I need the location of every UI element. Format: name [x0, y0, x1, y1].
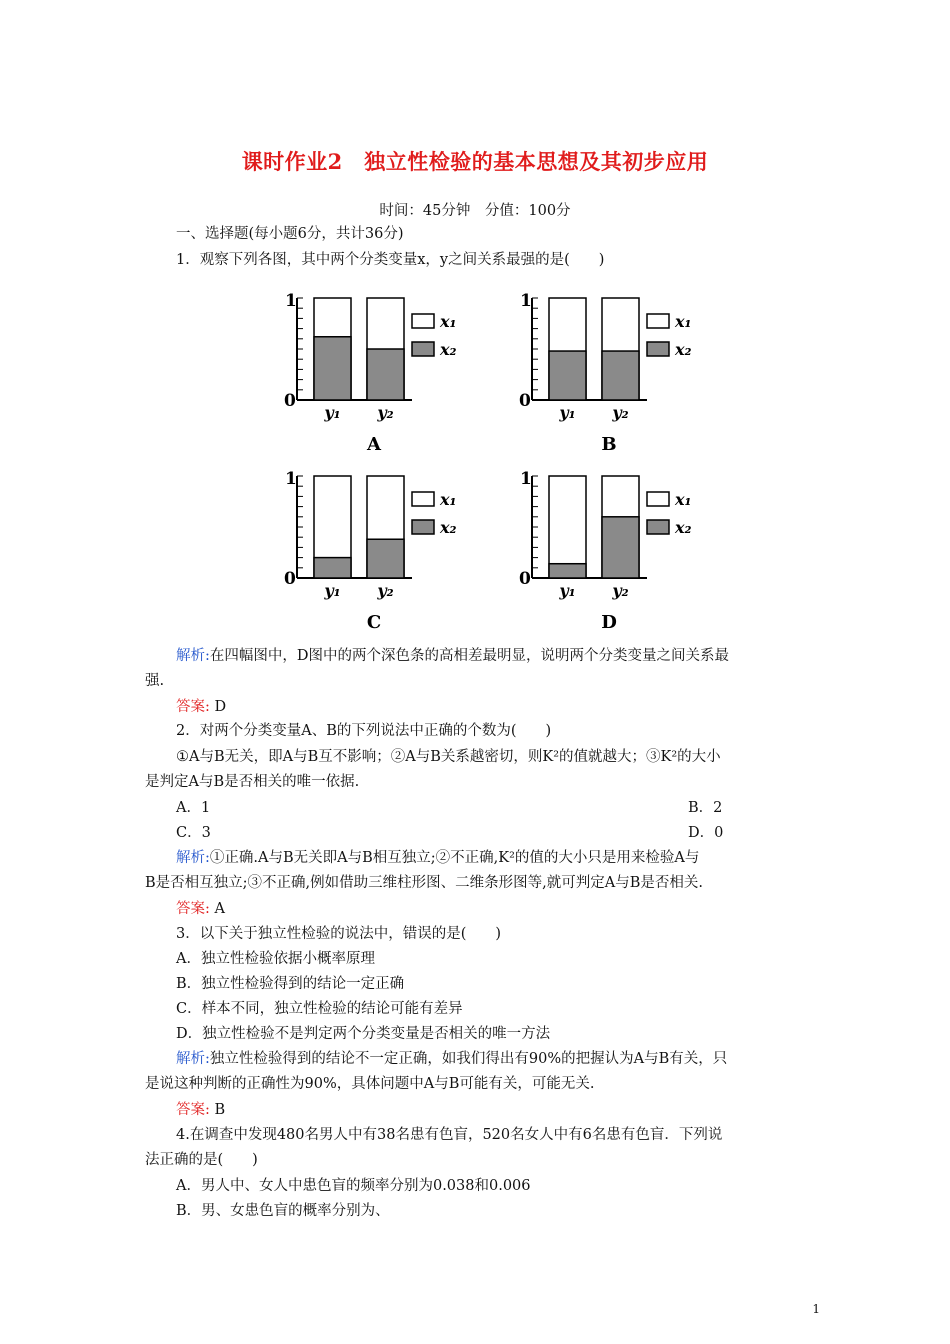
panel-letter: B: [601, 434, 617, 455]
q2-body: ①A与B无关，即A与B互不影响；②A与B关系越密切，则K²的值就越大；③K²的大小: [176, 749, 721, 765]
q3-answer: [176, 1099, 841, 1121]
category-label: y₁: [324, 581, 341, 600]
y-tick-label: 1: [285, 291, 297, 311]
legend-label: x₂: [440, 518, 457, 537]
answer-label: 答案:: [176, 1102, 210, 1118]
option-a: A．1: [176, 800, 211, 816]
legend-swatch-x1: [412, 492, 434, 506]
panel-letter: C: [366, 612, 382, 633]
q3-option-c: C．样本不同，独立性检验的结论可能有差异: [176, 1001, 463, 1017]
y-tick-label: 0: [284, 569, 296, 589]
category-label: y₂: [612, 403, 629, 422]
option-b: B．2: [688, 800, 723, 816]
bar-fill-y₁: [549, 564, 586, 578]
section-heading: 一、选择题(每小题6分，共计36分): [176, 226, 404, 242]
bar-fill-y₂: [602, 517, 639, 578]
category-label: y₂: [612, 581, 629, 600]
q2-stem: 2．对两个分类变量A、B的下列说法中正确的个数为( ): [176, 723, 552, 739]
analysis-text: 独立性检验得到的结论不一定正确，如我们得出有90%的把握认为A与B有关，只: [209, 1051, 728, 1067]
legend-label: x₁: [440, 312, 457, 331]
category-label: y₁: [559, 403, 576, 422]
q2-analysis: [176, 847, 841, 869]
q3-option-a: A．独立性检验依据小概率原理: [176, 951, 375, 967]
panel-letter: D: [601, 612, 617, 633]
bar-outline-y₁: [549, 476, 586, 578]
q1-figure: [270, 280, 710, 640]
q3-option-b: B．独立性检验得到的结论一定正确: [176, 976, 405, 992]
q4-option-b: B．男、女患色盲的概率分别为、: [176, 1203, 390, 1219]
chart-panel-A: [284, 291, 457, 455]
legend-label: x₂: [675, 340, 692, 359]
category-label: y₁: [324, 403, 341, 422]
q2-answer: [176, 898, 841, 920]
analysis-text: 在四幅图中，D图中的两个深色条的高相差最明显，说明两个分类变量之间关系最: [209, 648, 730, 664]
legend-label: x₁: [675, 490, 692, 509]
q1-stem: 1．观察下列各图，其中两个分类变量x，y之间关系最强的是( ): [176, 252, 605, 268]
category-label: y₂: [377, 403, 394, 422]
bar-fill-y₁: [314, 558, 351, 578]
legend-label: x₁: [440, 490, 457, 509]
panel-letter: A: [367, 434, 381, 455]
category-label: y₁: [559, 581, 576, 600]
analysis-label: 解析:: [176, 850, 210, 866]
answer-value: A: [214, 901, 225, 917]
bar-fill-y₂: [367, 349, 404, 400]
time-score-info: 时间：45分钟 分值：100分: [379, 203, 571, 219]
page-number: 1: [812, 1302, 820, 1316]
legend-swatch-x1: [412, 314, 434, 328]
analysis-text: ①正确.A与B无关即A与B相互独立;②不正确,K²的值的大小只是用来检验A与: [209, 850, 700, 866]
bar-fill-y₁: [314, 337, 351, 400]
q1-answer: [176, 696, 841, 718]
y-tick-label: 0: [284, 391, 296, 411]
legend-swatch-x2: [647, 520, 669, 534]
q4-option-a: A．男人中、女人中患色盲的频率分别为0.038和0.006: [176, 1178, 531, 1194]
bar-fill-y₂: [602, 351, 639, 400]
y-tick-label: 1: [520, 291, 532, 311]
analysis-label: 解析:: [176, 1051, 210, 1067]
bar-fill-y₂: [367, 539, 404, 578]
q3-option-d: D．独立性检验不是判定两个分类变量是否相关的唯一方法: [176, 1026, 551, 1042]
q2-options-row1: [176, 797, 841, 819]
q3-analysis: [176, 1048, 841, 1070]
analysis-label: 解析:: [176, 648, 210, 664]
q4-stem: 4.在调查中发现480名男人中有38名患有色盲，520名女人中有6名患有色盲．下列说: [176, 1127, 723, 1143]
y-tick-label: 0: [519, 391, 531, 411]
option-d: D．0: [688, 825, 724, 841]
legend-label: x₁: [675, 312, 692, 331]
legend-swatch-x1: [647, 492, 669, 506]
q2-analysis-cont: B是否相互独立;③不正确,例如借助三维柱形图、二维条形图等,就可判定A与B是否相关.: [145, 875, 703, 891]
q4-stem-cont: 法正确的是( ): [145, 1152, 258, 1168]
answer-label: 答案:: [176, 901, 210, 917]
legend-label: x₂: [675, 518, 692, 537]
answer-value: B: [214, 1102, 226, 1118]
y-tick-label: 0: [519, 569, 531, 589]
chart-panel-D: [519, 469, 692, 633]
answer-label: 答案:: [176, 699, 210, 715]
q2-options-row2: [176, 822, 841, 844]
chart-panel-B: [519, 291, 692, 455]
q1-analysis: [176, 645, 841, 667]
q2-body-cont: 是判定A与B是否相关的唯一依据.: [145, 774, 360, 790]
q1-analysis-cont: 强.: [145, 673, 165, 689]
legend-label: x₂: [440, 340, 457, 359]
category-label: y₂: [377, 581, 394, 600]
legend-swatch-x2: [412, 342, 434, 356]
q3-stem: 3．以下关于独立性检验的说法中，错误的是( ): [176, 926, 502, 942]
legend-swatch-x2: [647, 342, 669, 356]
y-tick-label: 1: [285, 469, 297, 489]
legend-swatch-x1: [647, 314, 669, 328]
y-tick-label: 1: [520, 469, 532, 489]
q3-analysis-cont: 是说这种判断的正确性为90%，具体问题中A与B可能有关，可能无关.: [145, 1076, 595, 1092]
legend-swatch-x2: [412, 520, 434, 534]
bar-fill-y₁: [549, 351, 586, 400]
chart-panel-C: [284, 469, 457, 633]
option-c: C．3: [176, 825, 211, 841]
answer-value: D: [214, 699, 227, 715]
page-title: 课时作业2 独立性检验的基本思想及其初步应用: [241, 149, 709, 174]
